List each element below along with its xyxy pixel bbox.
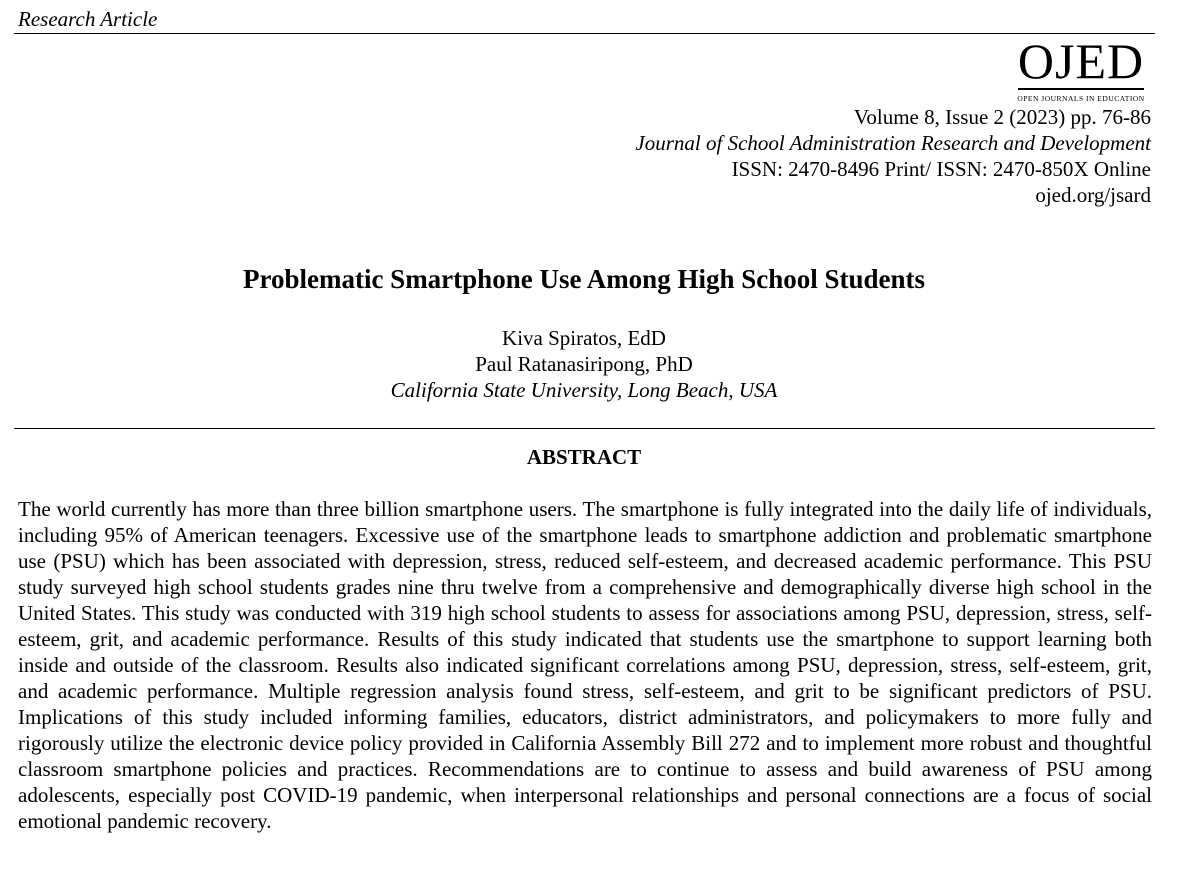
journal-logo <box>1012 33 1150 103</box>
issn-info: ISSN: 2470-8496 Print/ ISSN: 2470-850X Online <box>731 157 1151 181</box>
author-block <box>0 325 1168 403</box>
author-name: Paul Ratanasiripong, PhD <box>475 352 693 376</box>
author-affiliation: California State University, Long Beach, USA <box>390 378 778 402</box>
paper-title: Problematic Smartphone Use Among High School Students <box>242 264 926 294</box>
journal-url[interactable]: ojed.org/jsard <box>1035 183 1151 207</box>
logo-mark: OJED <box>1017 33 1145 89</box>
section-divider <box>14 428 1155 429</box>
header-divider <box>14 33 1155 34</box>
abstract-text: The world currently has more than three billion smartphone users. The smartphone is fully integrated into the daily life of individuals, including 95% of American teenagers. Excessive use of the smartphone leads to smartphone addiction and problematic smartphone use (PSU) which has been associated with depression, stress, reduced self-esteem, and decreased academic performance. This PSU study surveyed high school students grades nine thru twelve from a comprehensive and demographically diverse high school in the United States. This study was conducted with 319 high school students to assess for associations among PSU, depression, stress, self-esteem, grit, and academic performance. Results of this study indicated that students use the smartphone to support learning both inside and outside of the classroom. Results also indicated significant correlations among PSU, depression, stress, self-esteem, grit, and academic performance. Multiple regression analysis found stress, self-esteem, and grit to be significant predictors of PSU. Implications of this study included informing families, educators, district administrators, and policymakers to more fully and rigorously utilize the electronic device policy provided in California Assembly Bill 272 and to implement more robust and thoughtful classroom smartphone policies and practices. Recommendations are to continue to assess and build awareness of PSU among adolescents, especially post COVID-19 pandemic, when interpersonal relationships and personal connections are a focus of social emotional pandemic recovery. <box>18 497 1152 833</box>
journal-meta <box>635 104 1151 208</box>
journal-name: Journal of School Administration Research and Development <box>635 131 1151 155</box>
volume-info: Volume 8, Issue 2 (2023) pp. 76-86 <box>853 105 1151 129</box>
author-name: Kiva Spiratos, EdD <box>502 326 666 350</box>
article-type-label: Research Article <box>18 7 158 31</box>
abstract-heading: ABSTRACT <box>526 445 642 469</box>
logo-subtitle: OPEN JOURNALS IN EDUCATION <box>1017 94 1145 103</box>
